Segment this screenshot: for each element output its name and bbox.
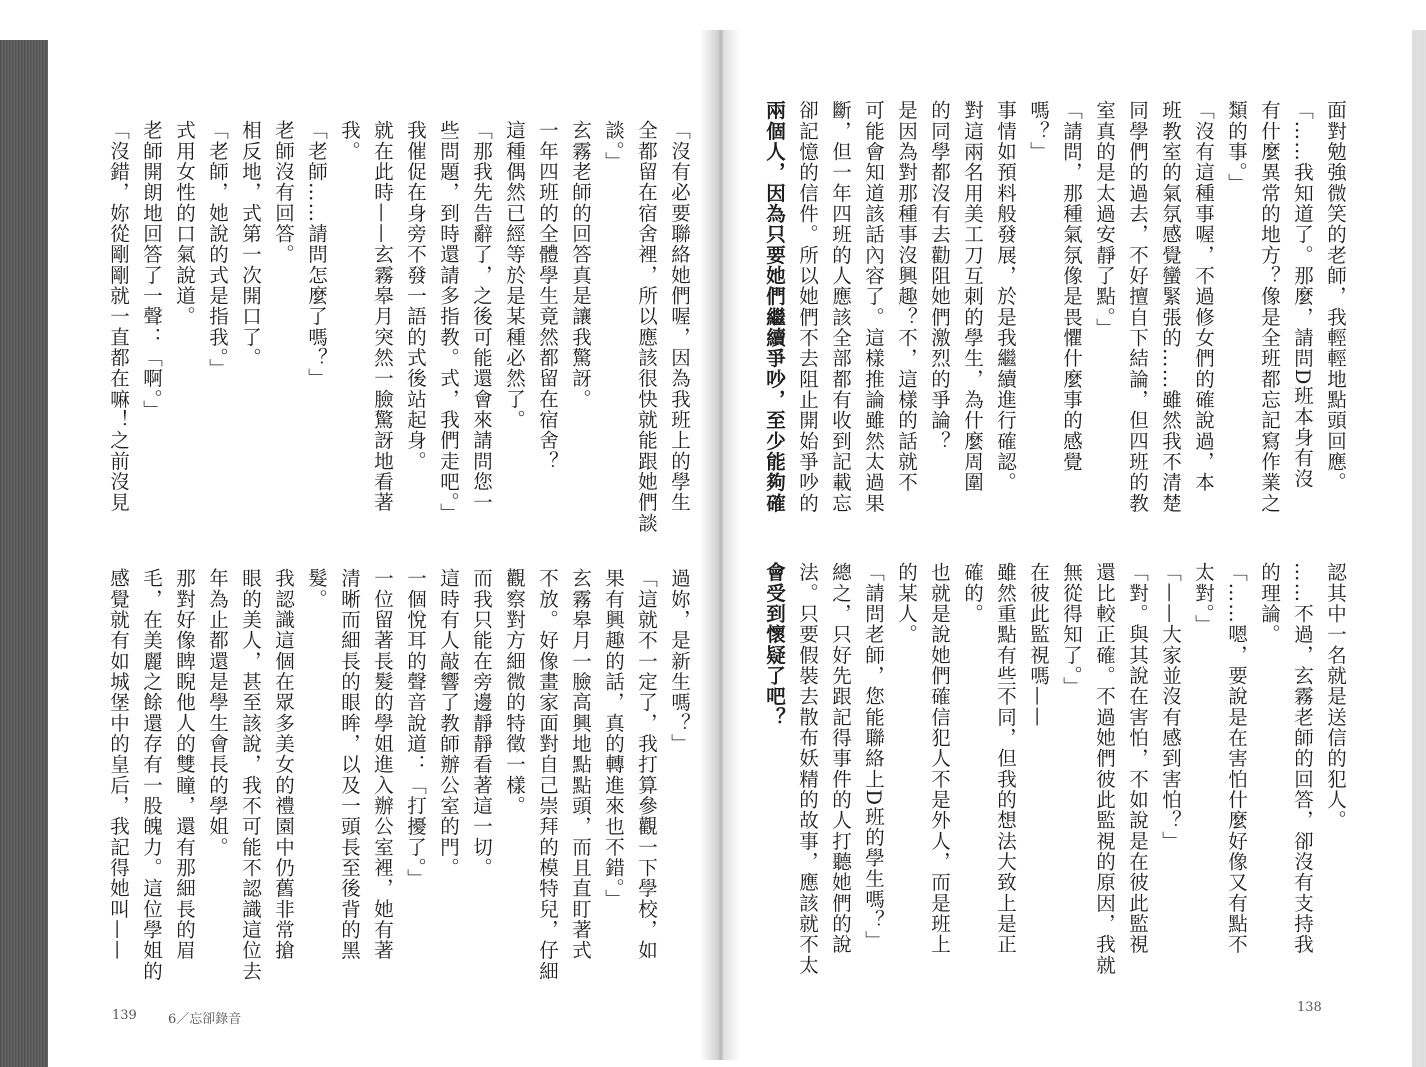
running-header: 6／忘卻錄音 [168,1012,242,1027]
text-line: 觀察對方細微的特徵一樣。 [503,568,526,817]
text-line: 「請問，那種氣氛像是畏懼什麼事的感覺 [1060,100,1083,473]
text-line: 過妳，是新生嗎？」 [668,568,691,755]
text-line: 室真的是太過安靜了點。」 [1093,100,1116,339]
text-line: 老師開朗地回答了一聲：「啊。」 [140,120,163,421]
text-line: 總之，只好先跟記得事件的人打聽她們的說 [829,562,852,955]
text-line: 果有興趣的話，真的轉進來也不錯。」 [602,568,625,910]
text-line: 會受到懷疑了吧？ [763,562,786,728]
page-stack-left-edge [0,40,48,1067]
text-line: 毛，在美麗之餘還存有一股魄力。這位學姐的 [140,568,163,982]
text-line: 班教室的氣氛感覺蠻緊張的……雖然我不清楚 [1159,100,1182,514]
left-page-upper-text [96,120,696,550]
text-line: 還比較正確。不過她們彼此監視的原因，我就 [1093,562,1116,976]
text-line: 「沒有這種事喔，不過修女們的確說過，本 [1192,100,1215,493]
text-line: 嗎？」 [1027,100,1050,163]
text-line: 「請問老師，您能聯絡上D班的學生嗎？」 [862,562,885,951]
text-line: 「這就不一定了，我打算參觀一下學校，如 [635,568,658,961]
text-line: 那對好像睥睨他人的雙瞳，還有那細長的眉 [173,568,196,961]
text-line: 「沒錯，妳從剛剛就一直都在嘛！之前沒見 [107,120,130,513]
text-line: 法。只要假裝去散布妖精的故事，應該就不太 [796,562,819,976]
left-page-number: 139 [112,1008,137,1023]
right-page-lower-text [740,562,1352,1002]
text-line: 年為止都還是學生會長的學姐。 [206,568,229,858]
text-line: 可能會知道該話內容了。這樣推論雖然太過果 [862,100,885,514]
text-line: 「老師，她說的式是指我。」 [206,120,229,379]
text-line: 太對。」 [1192,562,1215,635]
text-line: 「老師……請問怎麼了嗎？」 [305,120,328,389]
text-line: 相反地，式第一次開口了。 [239,120,262,369]
text-line: 事情如預料般發展，於是我繼續進行確認。 [994,100,1017,493]
text-line: 就在此時——玄霧皋月突然一臉驚訝地看著 [371,120,394,513]
text-line: 式用女性的口氣說道。 [173,120,196,327]
text-line: 有什麼異常的地方？像是全班都忘記寫作業之 [1258,100,1281,514]
text-line: 兩個人，因為只要她們繼續爭吵，至少能夠確 [763,100,786,514]
right-page-upper-text [740,100,1352,540]
text-line: 雖然重點有些不同，但我的想法大致上是正 [994,562,1017,955]
text-line: 一個悅耳的聲音說道：「打擾了。」 [404,568,427,889]
text-line: ……不過，玄霧老師的回答，卻沒有支持我 [1291,562,1314,955]
book-gutter [700,30,740,1060]
text-line: 談。」 [602,120,625,173]
text-line: 「……我知道了。那麼，請問D班本身有沒 [1291,100,1314,489]
text-line: 無從得知了。」 [1060,562,1083,697]
text-line: 認其中一名就是送信的犯人。 [1324,562,1347,831]
text-line: 玄霧老師的回答真是讓我驚訝。 [569,120,592,410]
text-line: 而我只能在旁邊靜靜看著這一切。 [470,568,493,879]
text-line: 類的事。」 [1225,100,1248,194]
text-line: 些問題，到時還請多指教。式，我們走吧。」 [437,120,460,524]
text-line: 「……嗯，要說是在害怕什麼好像又有點不 [1225,562,1248,955]
text-line: 這時有人敲響了教師辦公室的門。 [437,568,460,879]
text-line: 我催促在身旁不發一語的式後站起身。 [404,120,427,472]
text-line: 卻記憶的信件。所以她們不去阻止開始爭吵的 [796,100,819,514]
text-line: 「——大家並沒有感到害怕？」 [1159,562,1182,852]
text-line: 感覺就有如城堡中的皇后，我記得她叫—— [107,568,130,961]
text-line: 老師沒有回答。 [272,120,295,265]
text-line: 也就是說她們確信犯人不是外人，而是班上 [928,562,951,955]
text-line: 斷，但一年四班的人應該全部都有收到記載忘 [829,100,852,514]
text-line: 一位留著長髮的學姐進入辦公室裡，她有著 [371,568,394,961]
text-line: 「那我先告辭了，之後可能還會來請問您一 [470,120,493,513]
text-line: 同學們的過去，不好擅自下結論，但四班的教 [1126,100,1149,514]
page-stack-right-edge [1412,30,1426,1067]
text-line: 我。 [338,120,361,162]
text-line: 我認識這個在眾多美女的禮園中仍舊非常搶 [272,568,295,961]
text-line: 玄霧皋月一臉高興地點點頭，而且直盯著式 [569,568,592,961]
text-line: 「對。與其說在害怕，不如說是在彼此監視 [1126,562,1149,955]
text-line: 髮。 [305,568,328,610]
text-line: 是因為對那種事沒興趣？不，這樣的話就不 [895,100,918,493]
text-line: 全都留在宿舍裡，所以應該很快就能跟她們談 [635,120,658,534]
right-page-number: 138 [1297,1000,1322,1015]
left-page-lower-text [96,568,696,998]
text-line: 「沒有必要聯絡她們喔，因為我班上的學生 [668,120,691,513]
text-line: 眼的美人，甚至該說，我不可能不認識這位去 [239,568,262,982]
text-line: 這種偶然已經等於是某種必然了。 [503,120,526,431]
text-line: 清晰而細長的眼眸，以及一頭長至後背的黑 [338,568,361,961]
text-line: 的理論。 [1258,562,1281,645]
text-line: 的某人。 [895,562,918,645]
text-line: 不放。好像畫家面對自己崇拜的模特兒，仔細 [536,568,559,982]
text-line: 的同學都沒有去勸阻她們激烈的爭論？ [928,100,951,452]
text-line: 面對勉強微笑的老師，我輕輕地點頭回應。 [1324,100,1347,493]
text-line: 在彼此監視嗎—— [1027,562,1050,728]
text-line: 一年四班的全體學生竟然都留在宿舍？ [536,120,559,472]
text-line: 對這兩名用美工刀互刺的學生，為什麼周圍 [961,100,984,493]
text-line: 確的。 [961,562,984,625]
